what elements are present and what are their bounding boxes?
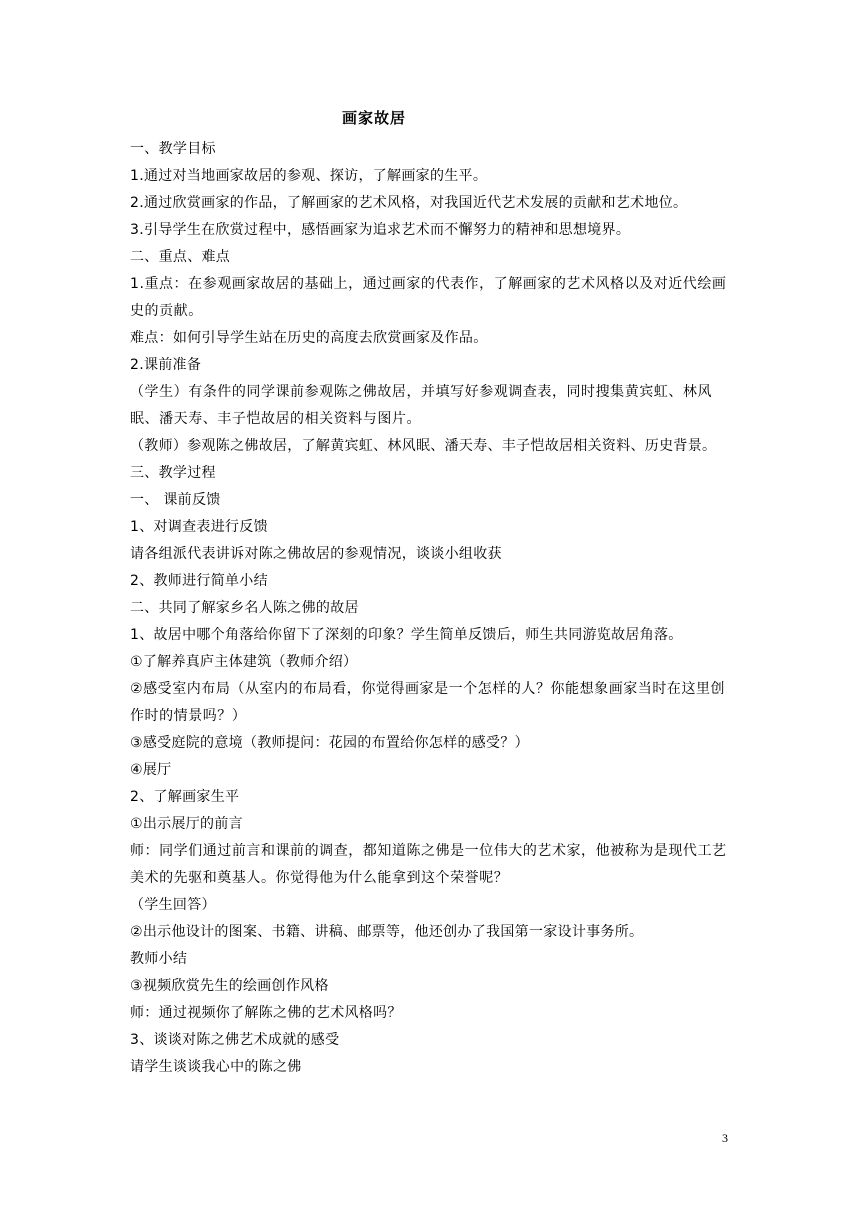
list-item: ③感受庭院的意境（教师提问：花园的布置给你怎样的感受？） <box>130 735 529 751</box>
paragraph: 2.通过欣赏画家的作品，了解画家的艺术风格，对我国近代艺术发展的贡献和艺术地位。 <box>130 195 688 211</box>
paragraph: （教师）参观陈之佛故居，了解黄宾虹、林风眠、潘天寿、丰子恺故居相关资料、历史背景。 <box>130 438 717 454</box>
paragraph: 难点：如何引导学生站在历史的高度去欣赏画家及作品。 <box>130 330 488 346</box>
paragraph: 请各组派代表讲诉对陈之佛故居的参观情况，谈谈小组收获 <box>130 546 502 562</box>
list-item: ②出示他设计的图案、书籍、讲稿、邮票等，他还创办了我国第一家设计事务所。 <box>130 924 644 940</box>
section-heading: 二、重点、难点 <box>130 249 231 265</box>
list-item: ①出示展厅的前言 <box>130 816 243 832</box>
paragraph: 教师小结 <box>130 951 188 967</box>
paragraph: 1、故居中哪个角落给你留下了深刻的印象？学生简单反馈后，师生共同游览故居角落。 <box>130 627 683 643</box>
page-number: 3 <box>722 1131 728 1145</box>
subsection-heading: 二、共同了解家乡名人陈之佛的故居 <box>130 600 359 616</box>
list-item: ②感受室内布局（从室内的布局看，你觉得画家是一个怎样的人？你能想象画家当时在这里创作时的情景吗？） <box>130 681 726 724</box>
section-heading: 一、教学目标 <box>130 141 216 157</box>
paragraph: 2、了解画家生平 <box>130 789 240 805</box>
paragraph: 请学生谈谈我心中的陈之佛 <box>130 1059 302 1075</box>
paragraph: （学生）有条件的同学课前参观陈之佛故居，并填写好参观调查表，同时搜集黄宾虹、林风眠、潘天寿、丰子恺故居的相关资料与图片。 <box>130 384 712 427</box>
paragraph: 2.课前准备 <box>130 357 202 373</box>
paragraph: 2、教师进行简单小结 <box>130 573 268 589</box>
list-item: ①了解养真庐主体建筑（教师介绍） <box>130 654 358 670</box>
paragraph: 3、谈谈对陈之佛艺术成就的感受 <box>130 1032 340 1048</box>
document-title: 画家故居 <box>341 109 406 127</box>
list-item: ③视频欣赏先生的绘画创作风格 <box>130 978 329 994</box>
paragraph: 师：通过视频你了解陈之佛的艺术风格吗？ <box>130 1005 402 1021</box>
list-item: ④展厅 <box>130 762 172 778</box>
paragraph: 3.引导学生在欣赏过程中，感悟画家为追求艺术而不懈努力的精神和思想境界。 <box>130 222 631 238</box>
paragraph: 师：同学们通过前言和课前的调查，都知道陈之佛是一位伟大的艺术家，他被称为是现代工艺美术的先驱和奠基人。你觉得他为什么能拿到这个荣誉呢？ <box>130 843 727 886</box>
paragraph: （学生回答） <box>130 897 216 913</box>
paragraph: 1.通过对当地画家故居的参观、探访，了解画家的生平。 <box>130 168 488 184</box>
section-heading: 三、教学过程 <box>130 465 216 481</box>
paragraph: 1.重点：在参观画家故居的基础上，通过画家的代表作，了解画家的艺术风格以及对近代绘画史的贡献。 <box>130 276 727 319</box>
paragraph: 1、对调查表进行反馈 <box>130 519 268 535</box>
subsection-heading: 一、 课前反馈 <box>130 492 221 508</box>
document-body <box>130 136 734 1081</box>
